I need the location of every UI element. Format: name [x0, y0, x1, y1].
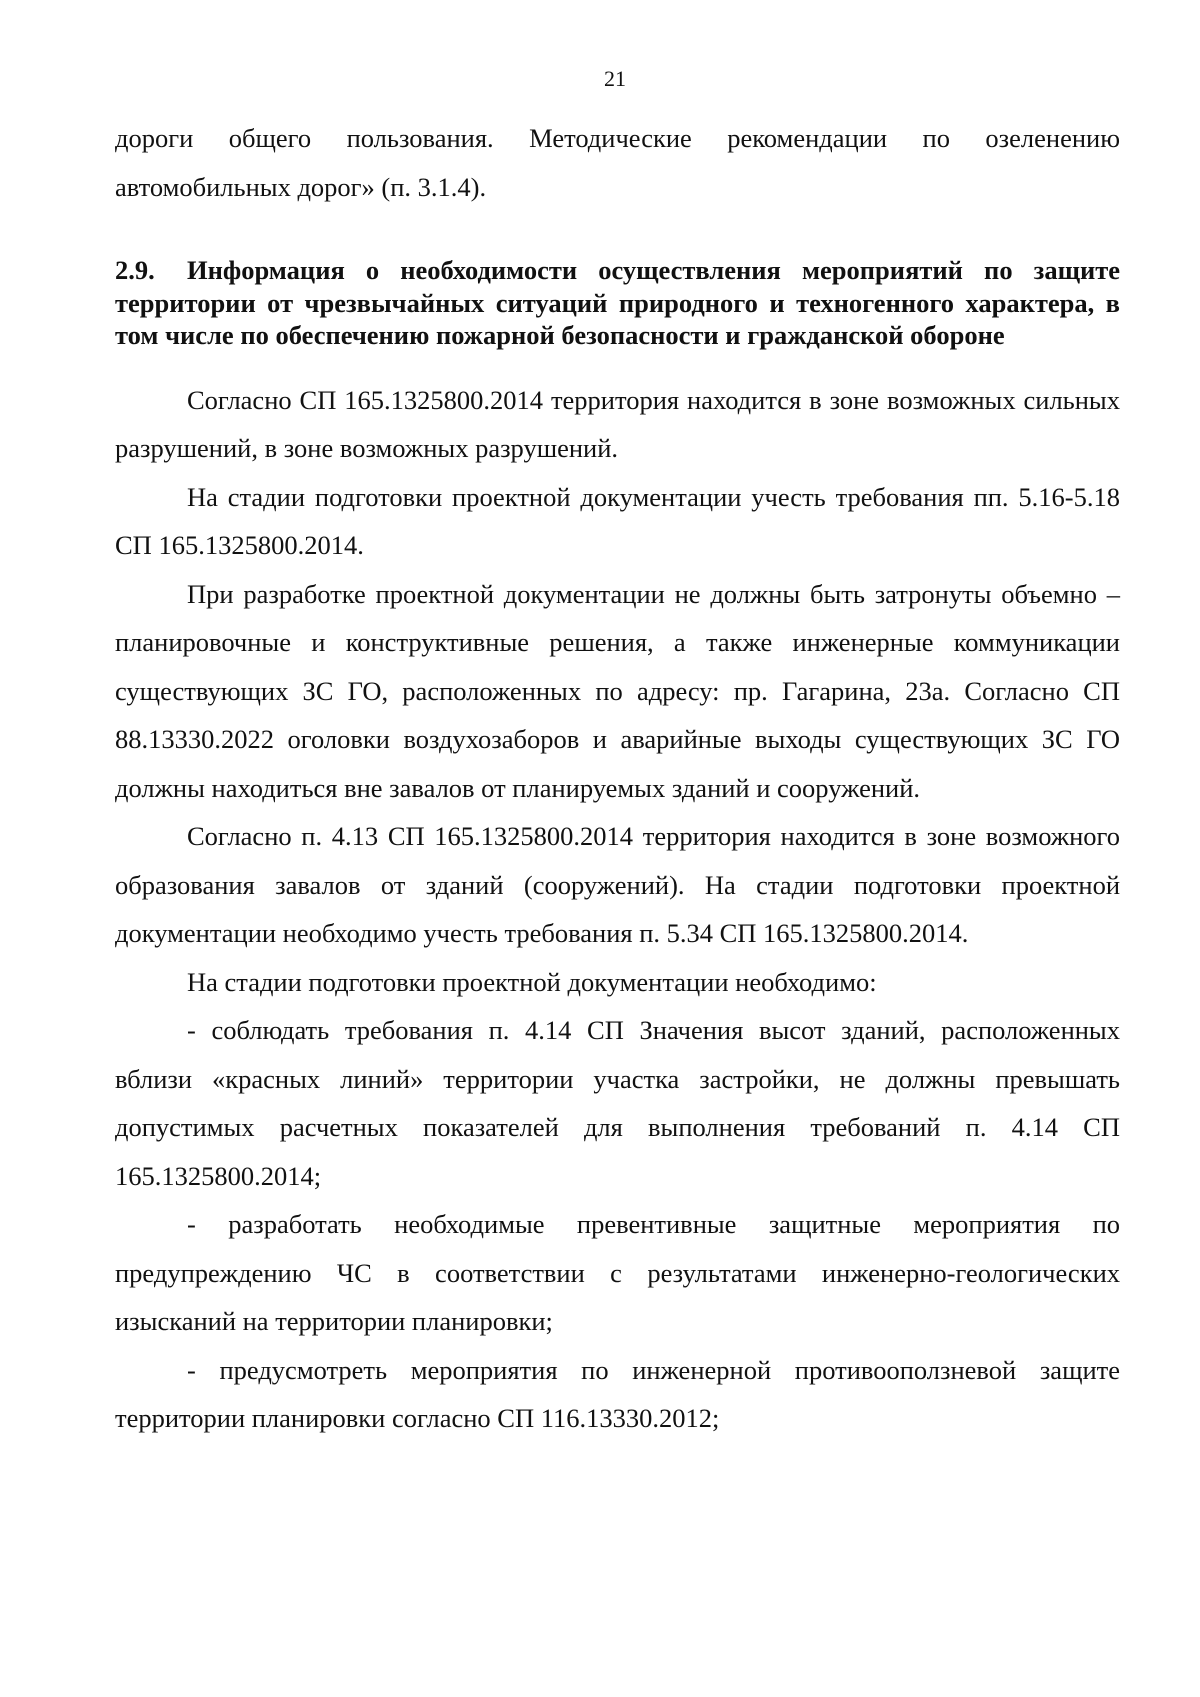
paragraph: При разработке проектной документации не должны быть затронуты объемно – планировочные и конструктивные решения, а также инженерные коммуникации существующих ЗС ГО, расположенных по адресу: пр. Гагарина, 23а. Согласно СП 88.13330.2022 оголовки воздухозаборов и аварийные выходы существующих ЗС ГО должны находиться вне завалов от планируемых зданий и сооружений. [115, 578, 1120, 803]
paragraph: Согласно СП 165.1325800.2014 территория находится в зоне возможных сильных разрушений, в зоне возможных разрушений. [115, 384, 1120, 463]
page-number: 21 [604, 66, 626, 91]
section-heading [115, 254, 1120, 352]
section-title: Информация о необходимости осуществления мероприятий по защите территории от чрезвычайных ситуаций природного и техногенного характера, в том числе по обеспечению пожарной безопасности и гражданской обороне [115, 255, 1120, 350]
section-number: 2.9. [115, 255, 155, 285]
list-item: - разработать необходимые превентивные защитные мероприятия по предупреждению ЧС в соответствии с результатами инженерно-геологических изысканий на территории планировки; [115, 1209, 1120, 1336]
paragraph: Согласно п. 4.13 СП 165.1325800.2014 территория находится в зоне возможного образования завалов от зданий (сооружений). На стадии подготовки проектной документации необходимо учесть требования п. 5.34 СП 165.1325800.2014. [115, 821, 1120, 948]
list-item: - предусмотреть мероприятия по инженерной противооползневой защите территории планировки согласно СП 116.13330.2012; [115, 1354, 1120, 1433]
list-item: - соблюдать требования п. 4.14 СП Значения высот зданий, расположенных вблизи «красных линий» территории участка застройки, не должны превышать допустимых расчетных показателей для выполнения требований п. 4.14 СП 165.1325800.2014; [115, 1015, 1120, 1191]
paragraph: На стадии подготовки проектной документации учесть требования пп. 5.16-5.18 СП 165.1325800.2014. [115, 481, 1120, 560]
document-body [115, 114, 1120, 1443]
paragraph: На стадии подготовки проектной документации необходимо: [187, 966, 877, 997]
intro-paragraph: дороги общего пользования. Методические рекомендации по озеленению автомобильных дорог» (п. 3.1.4). [115, 123, 1120, 202]
